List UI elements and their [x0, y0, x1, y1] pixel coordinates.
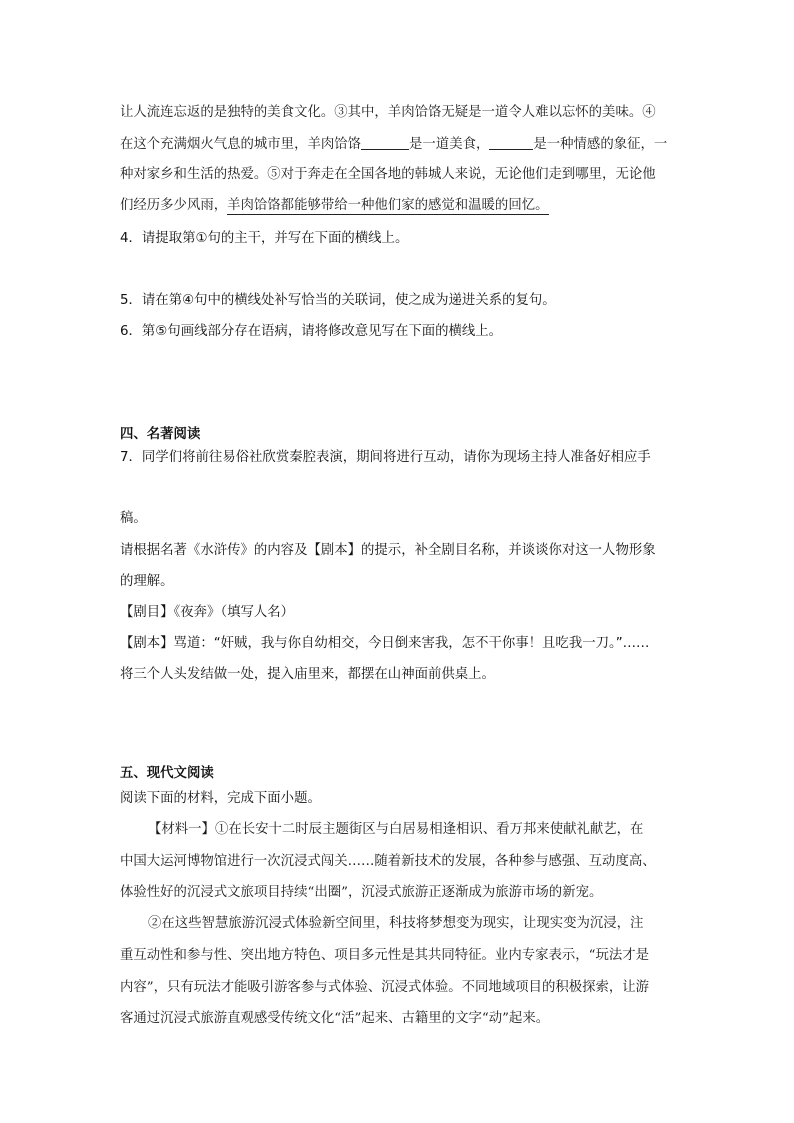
- section-5-title: 五、现代文阅读: [120, 766, 214, 781]
- fill-blank-1[interactable]: [361, 137, 409, 150]
- script-line-1: 【剧本】骂道：“奸贼，我与你自幼相交，今日倒来害我，怎不干你事！且吃我一刀。”……: [120, 636, 650, 651]
- material-2-line-1: ②在这些智慧旅游沉浸式体验新空间里，科技将梦想变为现实，让现实变为沉浸，注: [148, 916, 644, 931]
- passage-line-2-part-a: 在这个充满烟火气息的城市里，羊肉饸饹: [120, 137, 362, 152]
- passage-line-4: [120, 199, 549, 212]
- material-1-line-1: 【材料一】①在长安十二时辰主题街区与白居易相逢相识、看万邦来使献礼献艺，在: [148, 822, 644, 837]
- question-6: 6．第⑤句画线部分存在语病，请将修改意见写在下面的横线上。: [120, 324, 503, 339]
- instruction-line-2: 的理解。: [120, 574, 174, 589]
- passage-line-2: [120, 137, 667, 151]
- passage-line-4-part-a: 们经历多少风雨，: [120, 198, 228, 213]
- script-line-2: 将三个人头发结做一处，提入庙里来，都摆在山神面前供桌上。: [120, 667, 495, 682]
- material-2-line-2: 重互动性和参与性、突出地方特色、项目多元性是其共同特征。业内专家表示，“玩法才是: [120, 948, 650, 963]
- material-2-line-4: 客通过沉浸式旅游直观感受传统文化“活”起来、古籍里的文字“动”起来。: [120, 1011, 550, 1026]
- passage-line-2-part-c: 是一种情感的象征，一: [533, 137, 668, 152]
- underlined-sentence: 羊肉饸饹都能够带给一种他们家的感觉和温暖的回忆。: [227, 198, 549, 213]
- fill-blank-2[interactable]: [489, 137, 533, 150]
- section-5-intro: 阅读下面的材料，完成下面小题。: [120, 791, 321, 806]
- question-7-line-1: 7．同学们将前往易俗社欣赏秦腔表演，期间将进行互动，请你为现场主持人准备好相应手: [120, 450, 651, 465]
- material-1-line-3: 体验性好的沉浸式文旅项目持续“出圈”，沉浸式旅游正逐渐成为旅游市场的新宠。: [120, 885, 603, 900]
- question-4: 4．请提取第①句的主干，并写在下面的横线上。: [120, 231, 409, 246]
- material-2-line-3: 内容”，只有玩法才能吸引游客参与式体验、沉浸式体验。不同地域项目的积极探索，让游: [120, 980, 650, 995]
- instruction-line-1: 请根据名著《水浒传》的内容及【剧本】的提示，补全剧目名称，并谈谈你对这一人物形象: [120, 543, 656, 558]
- question-5: 5．请在第④句中的横线处补写恰当的关联词，使之成为递进关系的复句。: [120, 293, 556, 308]
- material-1-line-2: 中国大运河博物馆进行一次沉浸式闯关……随着新技术的发展，各种参与感强、互动度高、: [120, 854, 656, 869]
- passage-line-2-part-b: 是一道美食，: [409, 137, 490, 152]
- question-7-line-2: 稿。: [120, 511, 147, 526]
- section-4-title: 四、名著阅读: [120, 427, 201, 442]
- passage-line-3: 种对家乡和生活的热爱。⑤对于奔走在全国各地的韩城人来说，无论他们走到哪里，无论他: [120, 167, 656, 182]
- drama-title-line: 【剧目】《夜奔》（填写人名）: [120, 605, 295, 620]
- passage-line-1: 让人流连忘返的是独特的美食文化。③其中，羊肉饸饹无疑是一道令人难以忘怀的美味。④: [120, 105, 656, 120]
